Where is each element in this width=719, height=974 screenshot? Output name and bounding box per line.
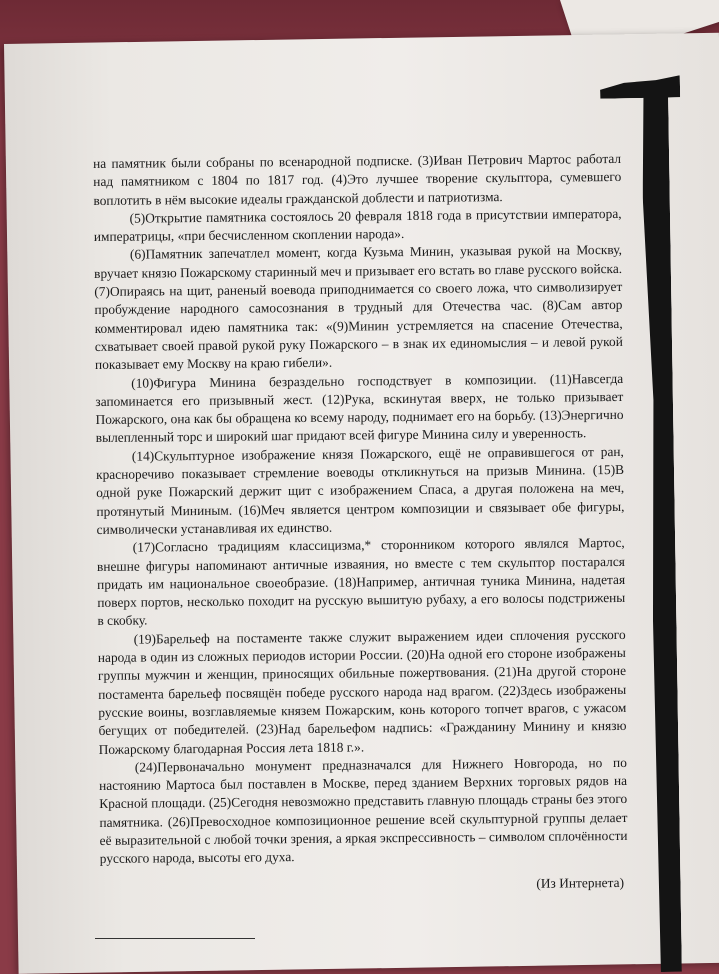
paragraph-6: (17)Согласно традициям классицизма,* сторонником которого являлся Мартос, внешне фигуры напоминают античные изваяния, но вместе с тем скульптор постарался придать им национальное своеобразие. (18)Например, античная туника Минина, надетая поверх портов, несколько походит на русскую вышитую рубаху, а его волосы подстрижены в скобку.	[96, 535, 626, 629]
paragraph-3: (6)Памятник запечатлел момент, когда Кузьма Минин, указывая рукой на Москву, вручает князю Пожарскому старинный меч и призывает его встать во главе русского войска. (7)Опираясь на щит, раненый воевода приподнимается со своего ложа, что символизирует пробуждение народного самосознания в трудный для Отечества час. (8)Сам автор комментировал идею памятника так: «(9)Минин устремляется на спасение Отечества, схватывает своей правой рукой руку Пожарского – в знак их единомыслия – и левой рукой показывает ему Москву на краю гибели».	[94, 242, 623, 373]
paragraph-2: (5)Открытие памятника состоялось 20 февраля 1818 года в присутствии императора, императрицы, «при бесчисленном скоплении народа».	[93, 205, 622, 245]
footnote-cropped	[92, 950, 612, 960]
paragraph-1: на памятник были собраны по всенародной подписке. (3)Иван Петрович Мартос работал над памятником с 1804 по 1817 год. (4)Это лучшее творение скульптора, сумевшего воплотить в нём высокие идеалы гражданской доблести и патриотизма.	[93, 150, 622, 208]
document-text	[93, 150, 628, 897]
footnote-divider	[95, 938, 255, 939]
source-note: (Из Интернета)	[536, 874, 625, 891]
paragraph-7: (19)Барельеф на постаменте также служит выражением идеи сплочения русского народа в один из сложных периодов истории России. (20)На одной его стороне изображены группы мужчин и женщин, приносящих обильные пожертвования. (21)На другой стороне постамента барельеф посвящён победе русского народа над врагом. (22)Здесь изображены русские воины, возглавляемые князем Пожарским, конь которого топчет врагов, с ужасом бегущих от победителей. (23)Над барельефом надпись: «Гражданину Минину и князю Пожарскому благодарная Россия лета 1818 г.».	[97, 626, 627, 757]
paragraph-8: (24)Первоначально монумент предназначался для Нижнего Новгорода, но по настоянию Мартоса был поставлен в Москве, перед зданием Верхних торговых рядов на Красной площади. (25)Сегодня невозможно представить главную площадь страны без этого памятника. (26)Превосходное композиционное решение всей скульптурной группы делает её выразительной с любой точки зрения, а яркая экспрессивность – символом сплочённости русского народа, высоты его духа.	[98, 754, 628, 867]
paragraph-4: (10)Фигура Минина безраздельно господствует в композиции. (11)Навсегда запоминается его призывный жест. (12)Рука, вскинутая вверх, не только призывает Пожарского, она как бы обращена ко всему народу, поднимает его на борьбу. (13)Энергично вылепленный торс и широкий шаг придают всей фигуре Минина силу и уверенность.	[95, 370, 624, 446]
paragraph-5: (14)Скульптурное изображение князя Пожарского, ещё не оправившегося от ран, красноречиво показывает стремление воеводы откликнуться на призыв Минина. (15)В одной руке Пожарский держит щит с изображением Спаса, а другая положена на меч, протянутый Мининым. (16)Меч является центром композиции и связывает обе фигуры, символически устанавливая их единство.	[95, 443, 625, 537]
